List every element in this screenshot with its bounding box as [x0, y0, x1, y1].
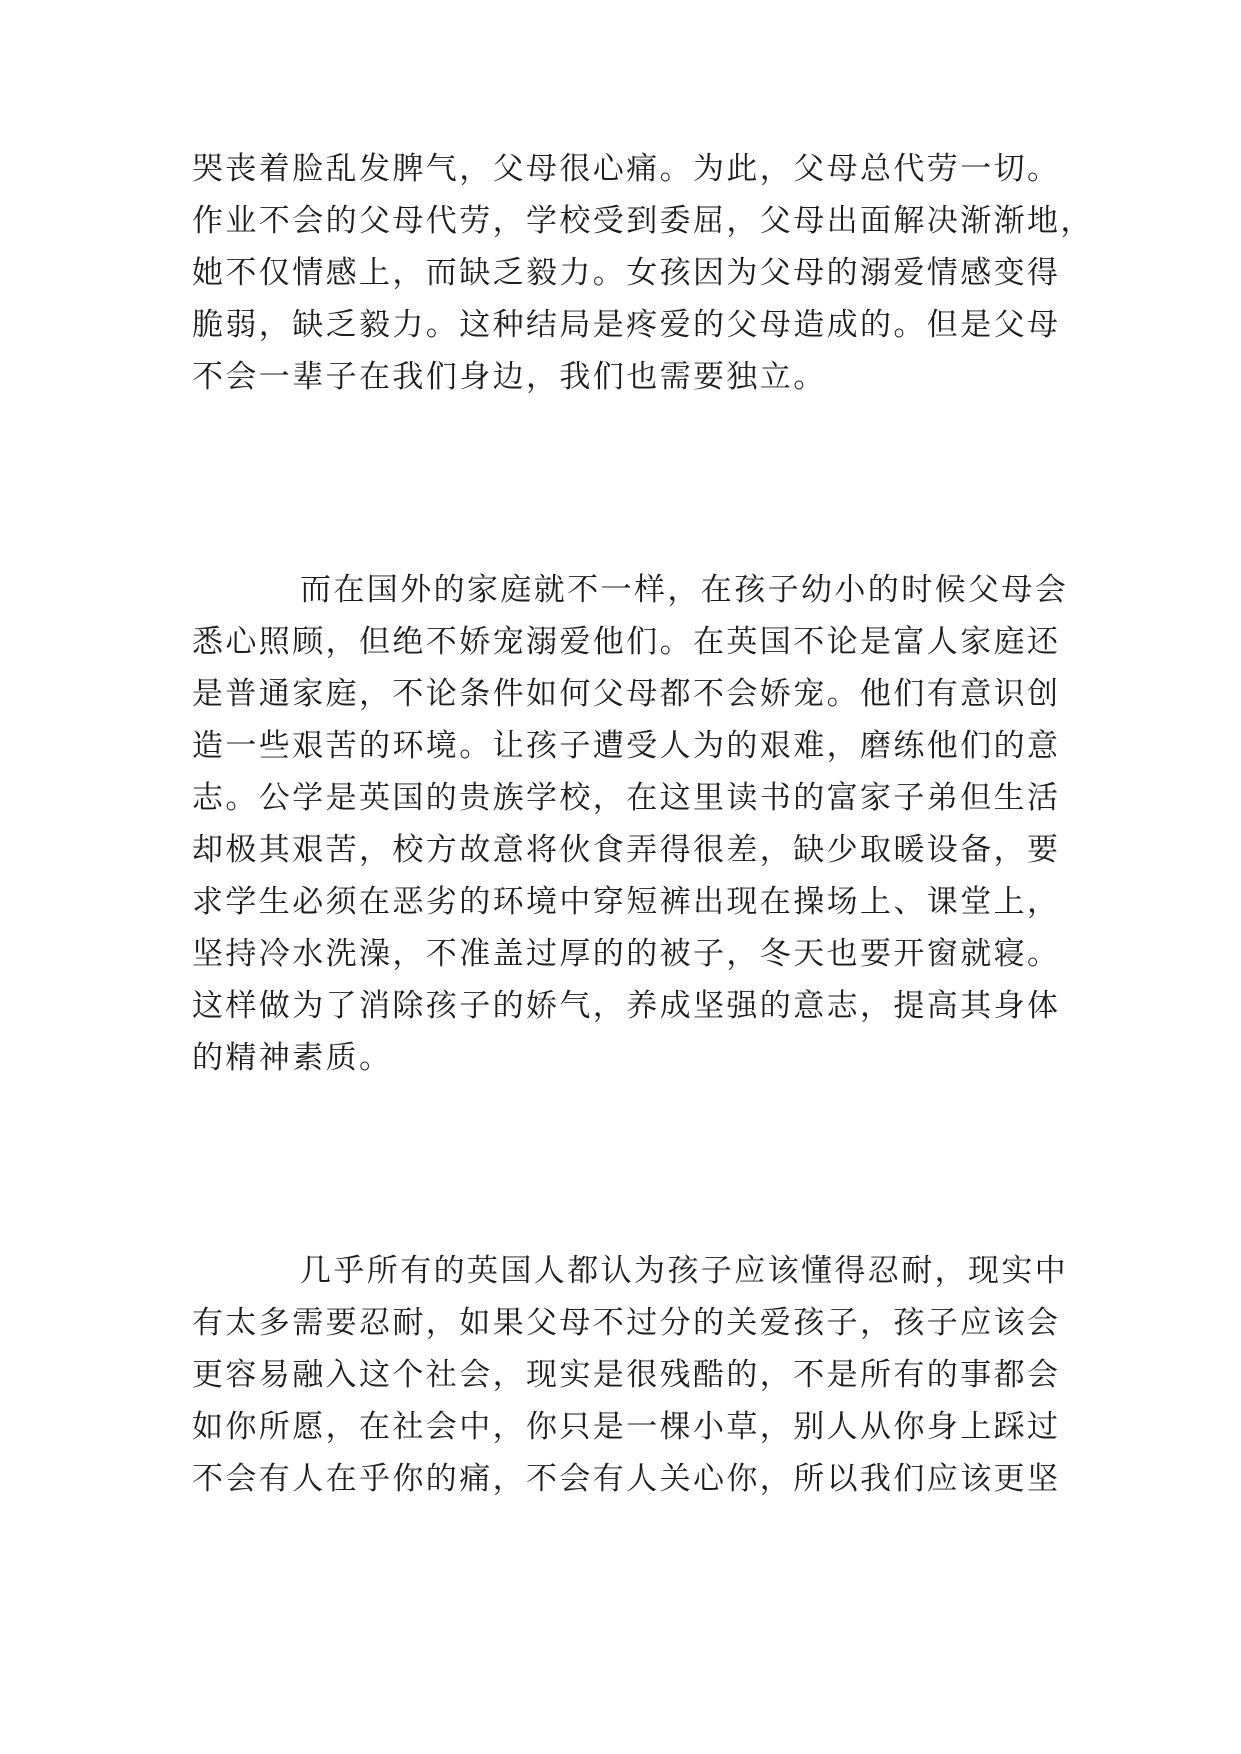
text-line: 哭丧着脸乱发脾气，父母很心痛。为此，父母总代劳一切。: [192, 151, 1061, 187]
text-line: 不会有人在乎你的痛，不会有人关心你，所以我们应该更坚: [192, 1461, 1061, 1497]
text-line: 却极其艰苦，校方故意将伙食弄得很差，缺少取暖设备，要: [192, 832, 1061, 868]
text-line: 几乎所有的英国人都认为孩子应该懂得忍耐，现实中: [300, 1253, 1069, 1289]
text-line: 坚持冷水洗澡，不准盖过厚的的被子，冬天也要开窗就寝。: [192, 936, 1061, 972]
text-line: 悉心照顾，但绝不娇宠溺爱他们。在英国不论是富人家庭还: [192, 624, 1061, 660]
text-line: 这样做为了消除孩子的娇气，养成坚强的意志，提高其身体: [192, 988, 1061, 1024]
text-line: 志。公学是英国的贵族学校，在这里读书的富家子弟但生活: [192, 780, 1061, 816]
text-line: 而在国外的家庭就不一样，在孩子幼小的时候父母会: [300, 572, 1069, 608]
text-line: 有太多需要忍耐，如果父母不过分的关爱孩子，孩子应该会: [192, 1305, 1061, 1341]
text-line: 她不仅情感上，而缺乏毅力。女孩因为父母的溺爱情感变得: [192, 255, 1061, 291]
text-line: 的精神素质。: [192, 1040, 393, 1076]
text-line: 更容易融入这个社会，现实是很残酷的，不是所有的事都会: [192, 1357, 1061, 1393]
text-line: 作业不会的父母代劳，学校受到委屈，父母出面解决渐渐地，: [192, 203, 1094, 239]
text-line: 如你所愿，在社会中，你只是一棵小草，别人从你身上踩过: [192, 1409, 1061, 1445]
text-line: 不会一辈子在我们身边，我们也需要独立。: [192, 359, 827, 395]
text-line: 求学生必须在恶劣的环境中穿短裤出现在操场上、课堂上，: [192, 884, 1061, 920]
text-line: 造一些艰苦的环境。让孩子遭受人为的艰难，磨练他们的意: [192, 728, 1061, 764]
text-line: 脆弱，缺乏毅力。这种结局是疼爱的父母造成的。但是父母: [192, 307, 1061, 343]
text-line: 是普通家庭，不论条件如何父母都不会娇宠。他们有意识创: [192, 676, 1061, 712]
